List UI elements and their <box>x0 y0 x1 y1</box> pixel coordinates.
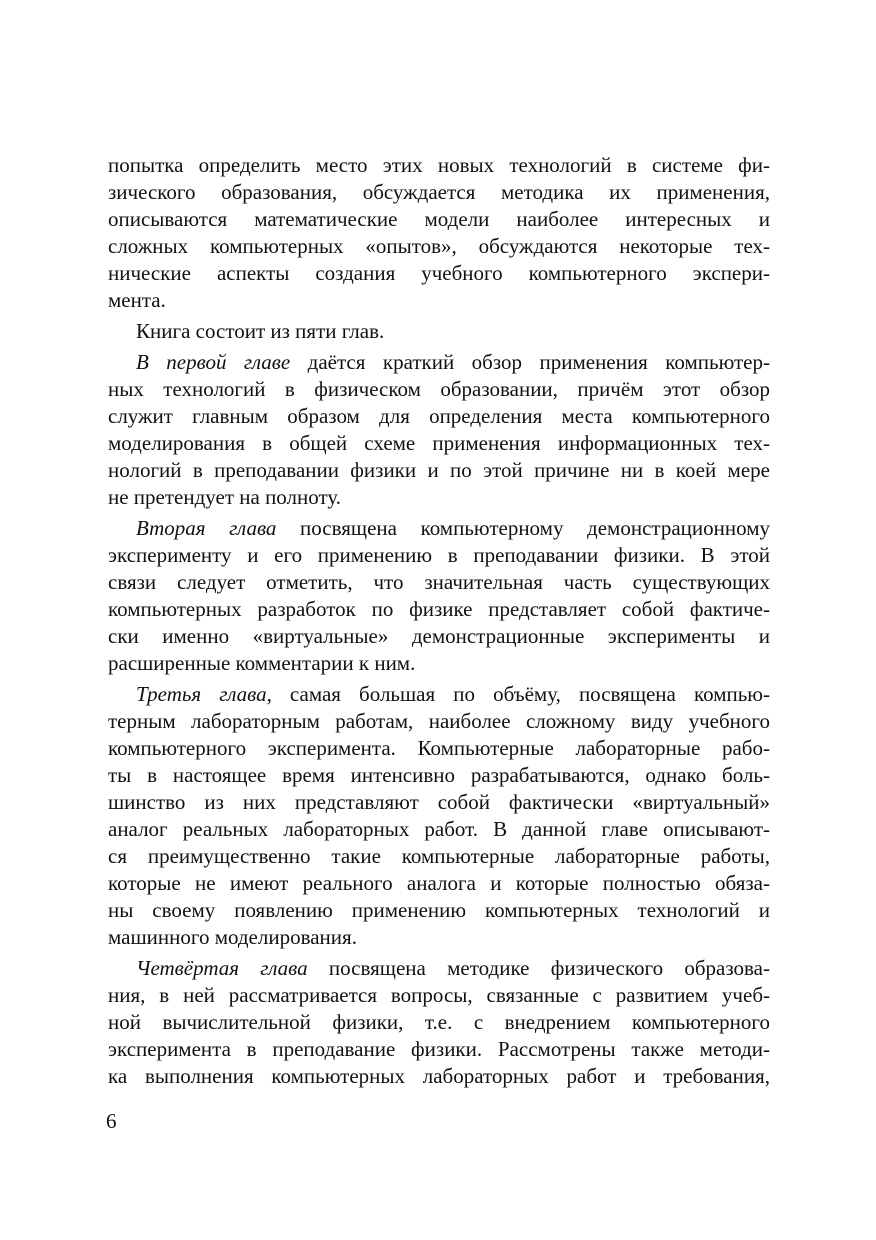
text-fragment: посвящена методике физического образова- <box>307 956 770 980</box>
text-line: ных технологий в физическом образовании, причём этот обзор <box>108 377 770 401</box>
text-line: ны своему появлению применению компьютерных технологий и <box>108 898 770 922</box>
text-line: эксперимента в преподавание физики. Рассмотрены также методи- <box>108 1037 770 1061</box>
text-line: ты в настоящее время интенсивно разрабатываются, однако боль- <box>108 763 770 787</box>
text-line <box>108 515 770 542</box>
text-fragment: посвящена компьютерному демонстрационному <box>276 516 770 540</box>
text-line: попытка определить место этих новых технологий в системе фи- <box>108 153 770 177</box>
paragraph-chapter-four <box>108 955 770 1090</box>
page-number: 6 <box>106 1109 117 1133</box>
text-line: описываются математические модели наиболее интересных и <box>108 207 770 231</box>
text-line: нологий в преподавании физики и по этой причине ни в коей мере <box>108 458 770 482</box>
chapter-two-lead: Вторая глава <box>136 516 277 540</box>
text-fragment: даётся краткий обзор применения компьютер- <box>290 350 770 374</box>
text-line: ся преимущественно такие компьютерные лабораторные работы, <box>108 844 770 868</box>
text-line <box>108 681 770 708</box>
text-line: эксперименту и его применению в преподавании физики. В этой <box>108 543 770 567</box>
text-line: ния, в ней рассматривается вопросы, связанные с развитием учеб- <box>108 983 770 1007</box>
chapter-four-lead: Четвёртая глава <box>136 956 308 980</box>
paragraph-chapter-one <box>108 349 770 511</box>
text-line <box>108 955 770 982</box>
text-line: зического образования, обсуждается методика их применения, <box>108 180 770 204</box>
text-line: шинство из них представляют собой фактически «виртуальный» <box>108 790 770 814</box>
chapter-three-lead: Третья глава <box>136 682 267 706</box>
paragraph-chapter-two <box>108 515 770 677</box>
text-line: Книга состоит из пяти глав. <box>136 319 385 343</box>
text-line: служит главным образом для определения места компьютерного <box>108 404 770 428</box>
text-line: ски именно «виртуальные» демонстрационные эксперименты и <box>108 624 770 648</box>
text-line: моделирования в общей схеме применения информационных тех- <box>108 431 770 455</box>
text-line: расширенные комментарии к ним. <box>108 651 416 675</box>
text-line: машинного моделирования. <box>108 925 357 949</box>
text-line: компьютерного эксперимента. Компьютерные лабораторные рабо- <box>108 736 770 760</box>
text-line: терным лабораторным работам, наиболее сложному виду учебного <box>108 709 770 733</box>
text-line: мента. <box>108 288 166 312</box>
text-line: компьютерных разработок по физике представляет собой фактиче- <box>108 597 770 621</box>
chapter-one-lead: В первой главе <box>136 350 291 374</box>
text-line: нические аспекты создания учебного компьютерного экспери- <box>108 261 770 285</box>
text-fragment: , самая большая по объёму, посвящена компью- <box>266 682 770 706</box>
paragraph-book-structure <box>108 318 770 345</box>
text-line: не претендует на полноту. <box>108 485 342 509</box>
text-line: ной вычислительной физики, т.е. с внедрением компьютерного <box>108 1010 770 1034</box>
paragraph-chapter-three <box>108 681 770 951</box>
text-line <box>108 349 770 376</box>
text-line: ка выполнения компьютерных лабораторных работ и требования, <box>108 1064 770 1088</box>
text-line: которые не имеют реального аналога и которые полностью обяза- <box>108 871 770 895</box>
paragraph-continuation <box>108 152 770 314</box>
text-line: аналог реальных лабораторных работ. В данной главе описывают- <box>108 817 770 841</box>
text-line: сложных компьютерных «опытов», обсуждаются некоторые тех- <box>108 234 770 258</box>
page-body <box>108 152 770 1090</box>
text-line: связи следует отметить, что значительная часть существующих <box>108 570 770 594</box>
